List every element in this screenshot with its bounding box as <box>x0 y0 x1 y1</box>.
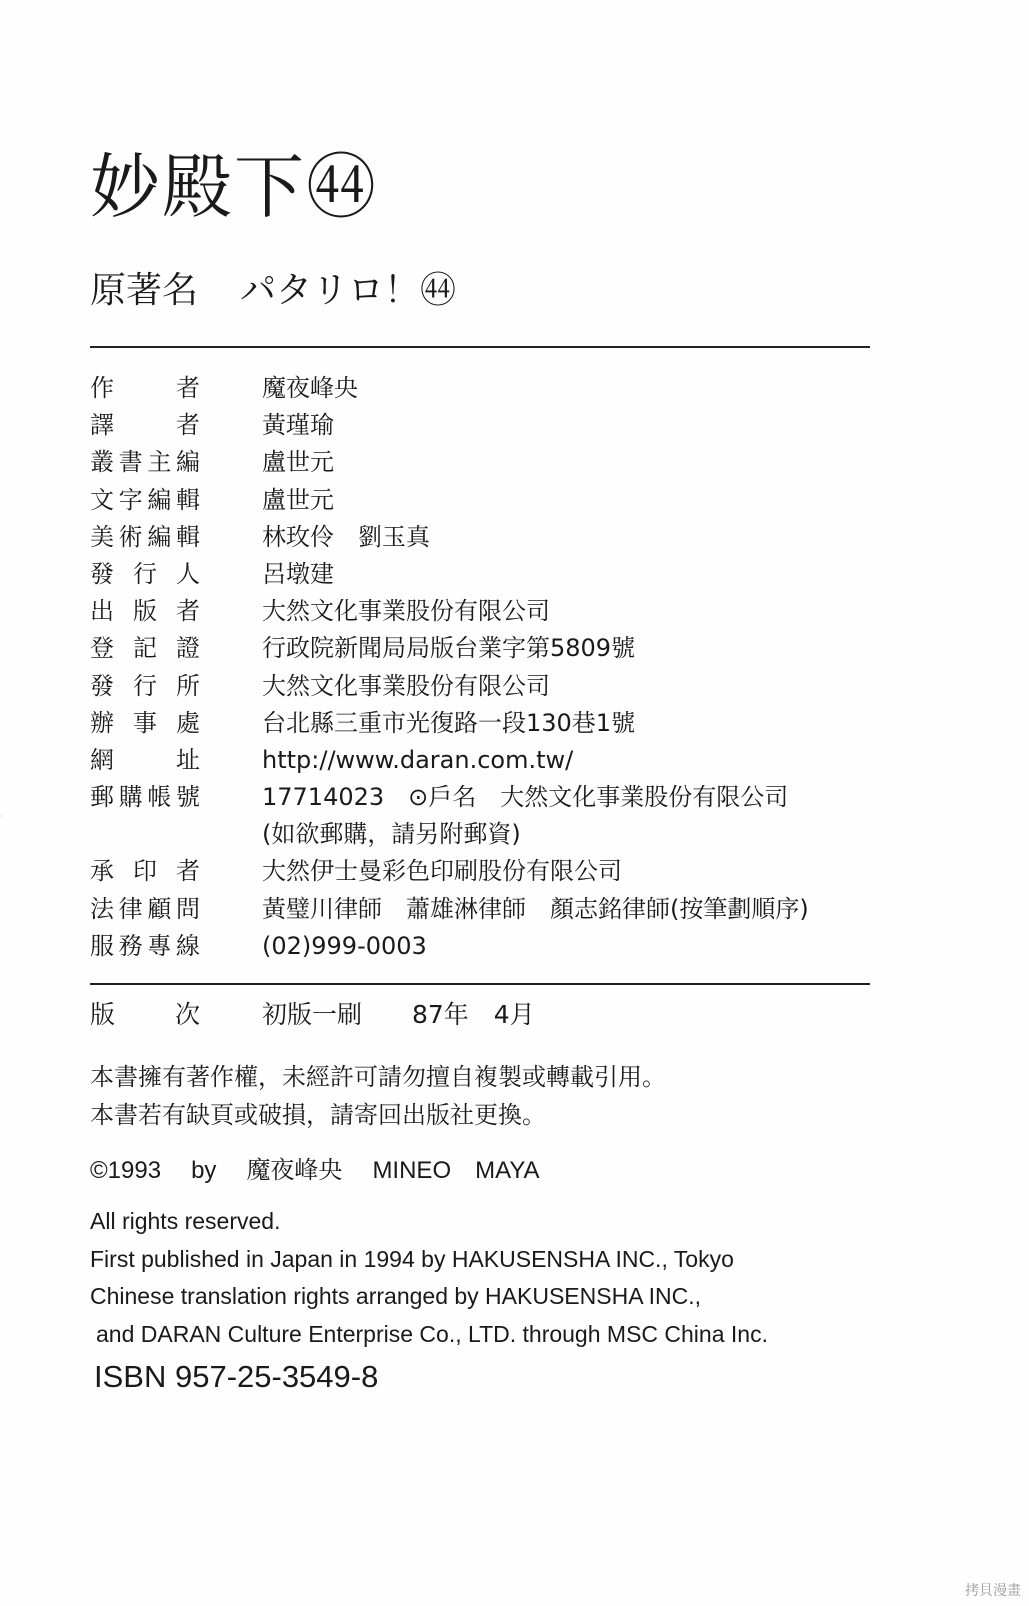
credit-label: 法 律 顧 問 <box>90 894 200 923</box>
credit-value: 大然伊士曼彩色印刷股份有限公司 <box>262 857 622 886</box>
credit-row <box>90 519 890 556</box>
credit-value: http://www.daran.com.tw/ <box>262 745 574 774</box>
credit-row <box>90 779 890 816</box>
credit-value: 呂墩建 <box>262 559 334 588</box>
credit-label: 叢 書 主 編 <box>90 448 200 477</box>
rights-line: Chinese translation rights arranged by HAKUSENSHA INC., <box>90 1283 702 1309</box>
credit-row <box>90 816 890 853</box>
credit-value: 林玫伶 劉玉真 <box>262 522 430 551</box>
edition-row <box>90 995 890 1035</box>
credit-value: 大然文化事業股份有限公司 <box>262 671 550 700</box>
credit-row <box>90 630 890 667</box>
rights-line: All rights reserved. <box>90 1208 281 1234</box>
credit-row <box>90 705 890 742</box>
credits-list <box>90 370 890 965</box>
credit-row <box>90 891 890 928</box>
copyright-author-jp: 魔夜峰央 <box>246 1157 343 1184</box>
credit-label: 作 者 <box>90 374 200 402</box>
credit-label: 發 行 所 <box>90 671 200 700</box>
credit-label: 辦 事 處 <box>90 708 200 737</box>
credit-row <box>90 593 890 630</box>
credit-row <box>90 482 890 519</box>
credit-label: 文 字 編 輯 <box>90 485 200 514</box>
divider-bottom <box>90 983 870 985</box>
copyright-author-en: MINEO MAYA <box>372 1157 540 1184</box>
book-title: 妙殿下㊹ <box>90 146 378 228</box>
notice-line: 本書若有缺頁或破損，請寄回出版社更換。 <box>90 1101 546 1129</box>
credit-label: 服 務 專 線 <box>90 931 200 960</box>
credit-value: 台北縣三重市光復路一段130巷1號 <box>262 708 636 737</box>
credit-value: (02)999-0003 <box>262 931 427 960</box>
isbn: ISBN 957-25-3549-8 <box>94 1359 379 1394</box>
notices <box>90 1058 666 1134</box>
edition-value: 初版一刷 87年 4月 <box>262 1000 535 1029</box>
credit-label: 美 術 編 輯 <box>90 522 200 551</box>
credit-value: 黃瑾瑜 <box>262 411 334 440</box>
copyright-by: by <box>191 1157 217 1184</box>
english-rights <box>90 1203 768 1353</box>
copyright-year: ©1993 <box>90 1157 162 1184</box>
original-title-label: 原著名 <box>90 270 199 311</box>
copyright-line <box>90 1159 570 1183</box>
credit-value: 盧世元 <box>262 485 334 514</box>
watermark: 拷貝漫畫 <box>965 1583 1021 1599</box>
credit-row <box>90 407 890 444</box>
rights-line: First published in Japan in 1994 by HAKUSENSHA INC., Tokyo <box>90 1245 734 1272</box>
credit-value: 魔夜峰央 <box>262 374 358 402</box>
credit-row <box>90 556 890 593</box>
credit-row <box>90 853 890 890</box>
credit-row <box>90 742 890 779</box>
rights-line: and DARAN Culture Enterprise Co., LTD. through MSC China Inc. <box>96 1320 768 1347</box>
credit-label: 郵 購 帳 號 <box>90 783 200 812</box>
credit-row <box>90 444 890 481</box>
credit-value: 盧世元 <box>262 448 334 477</box>
credit-label: 譯 者 <box>90 411 200 440</box>
original-title <box>90 270 457 311</box>
credit-value: 17714023 ⊙戶名 大然文化事業股份有限公司 <box>262 783 789 812</box>
credit-label: 發 行 人 <box>90 559 200 588</box>
credit-label: 出 版 者 <box>90 597 200 626</box>
original-title-value: パタリロ！㊹ <box>240 270 457 311</box>
edition-label: 版 次 <box>90 1000 200 1029</box>
notice-line: 本書擁有著作權，未經許可請勿擅自複製或轉載引用。 <box>90 1063 666 1091</box>
credit-value: 黃璧川律師 蕭雄淋律師 顏志銘律師(按筆劃順序) <box>262 894 809 923</box>
credit-row <box>90 668 890 705</box>
credit-label: 承 印 者 <box>90 857 200 886</box>
credit-row <box>90 370 890 407</box>
credit-label: 登 記 證 <box>90 634 200 663</box>
credit-row <box>90 928 890 965</box>
credit-label: 網 址 <box>90 745 200 774</box>
credit-value: 大然文化事業股份有限公司 <box>262 597 550 626</box>
divider-top <box>90 346 870 348</box>
scan-mark: ᐧ <box>0 812 3 823</box>
credit-value: 行政院新聞局局版台業字第5809號 <box>262 634 636 663</box>
credit-value: (如欲郵購，請另附郵資) <box>262 820 521 849</box>
